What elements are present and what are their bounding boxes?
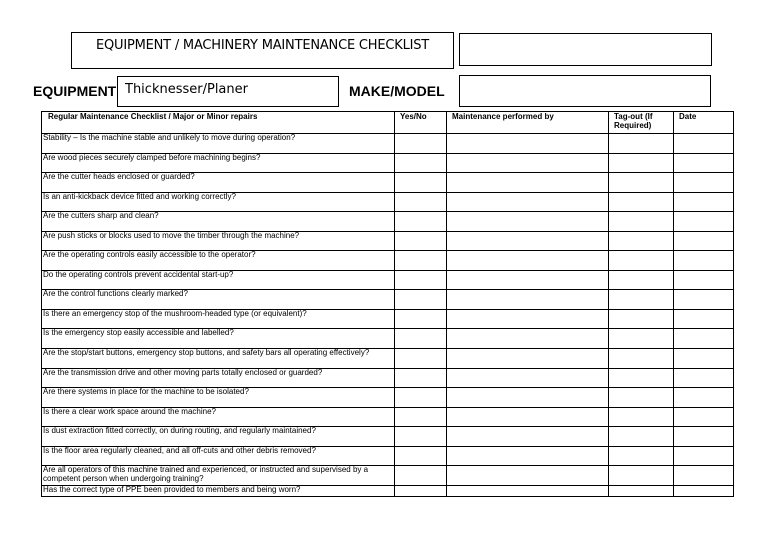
table-row: [42, 270, 734, 290]
tag-out-cell[interactable]: [609, 466, 674, 486]
checklist-question: Has the correct type of PPE been provided to members and being worn?: [42, 486, 395, 497]
yes-no-cell[interactable]: [395, 153, 447, 173]
tag-out-cell[interactable]: [609, 407, 674, 427]
tag-out-cell[interactable]: [609, 427, 674, 447]
date-cell[interactable]: [674, 329, 734, 349]
performed-by-cell[interactable]: [447, 153, 609, 173]
performed-by-cell[interactable]: [447, 134, 609, 154]
checklist-question: Are the stop/start buttons, emergency stop buttons, and safety bars all operating effectively?: [42, 348, 395, 368]
maintenance-checklist-table: [41, 111, 734, 497]
tag-out-cell[interactable]: [609, 173, 674, 193]
performed-by-cell[interactable]: [447, 251, 609, 271]
table-row: [42, 368, 734, 388]
column-header-performed-by: Maintenance performed by: [447, 112, 609, 134]
checklist-question: Is there an emergency stop of the mushroom-headed type (or equivalent)?: [42, 309, 395, 329]
performed-by-cell[interactable]: [447, 486, 609, 497]
tag-out-cell[interactable]: [609, 231, 674, 251]
performed-by-cell[interactable]: [447, 348, 609, 368]
table-row: [42, 134, 734, 154]
yes-no-cell[interactable]: [395, 427, 447, 447]
yes-no-cell[interactable]: [395, 270, 447, 290]
date-cell[interactable]: [674, 407, 734, 427]
checklist-question: Are all operators of this machine trained and experienced, or instructed and supervised by a competent person when undergoing training?: [42, 466, 395, 486]
table-row: [42, 388, 734, 408]
tag-out-cell[interactable]: [609, 212, 674, 232]
title-box: [71, 32, 454, 69]
table-row: [42, 407, 734, 427]
date-cell[interactable]: [674, 309, 734, 329]
tag-out-cell[interactable]: [609, 388, 674, 408]
yes-no-cell[interactable]: [395, 173, 447, 193]
checklist-question: Are the control functions clearly marked?: [42, 290, 395, 310]
tag-out-cell[interactable]: [609, 290, 674, 310]
performed-by-cell[interactable]: [447, 309, 609, 329]
column-header-date: Date: [674, 112, 734, 134]
date-cell[interactable]: [674, 231, 734, 251]
equipment-label: EQUIPMENT: [33, 83, 117, 99]
checklist-question: Is an anti-kickback device fitted and working correctly?: [42, 192, 395, 212]
performed-by-cell[interactable]: [447, 192, 609, 212]
date-cell[interactable]: [674, 192, 734, 212]
yes-no-cell[interactable]: [395, 466, 447, 486]
tag-out-cell[interactable]: [609, 348, 674, 368]
checklist-question: Is there a clear work space around the machine?: [42, 407, 395, 427]
title-side-box[interactable]: [459, 33, 712, 66]
tag-out-cell[interactable]: [609, 368, 674, 388]
column-header-tag-out: Tag-out (If Required): [609, 112, 674, 134]
table-row: [42, 329, 734, 349]
tag-out-cell[interactable]: [609, 329, 674, 349]
performed-by-cell[interactable]: [447, 173, 609, 193]
equipment-value: Thicknesser/Planer: [125, 82, 248, 97]
performed-by-cell[interactable]: [447, 446, 609, 466]
checklist-question: Is the emergency stop easily accessible and labelled?: [42, 329, 395, 349]
tag-out-cell[interactable]: [609, 270, 674, 290]
tag-out-cell[interactable]: [609, 251, 674, 271]
performed-by-cell[interactable]: [447, 427, 609, 447]
table-row: [42, 153, 734, 173]
tag-out-cell[interactable]: [609, 446, 674, 466]
yes-no-cell[interactable]: [395, 407, 447, 427]
tag-out-cell[interactable]: [609, 134, 674, 154]
performed-by-cell[interactable]: [447, 270, 609, 290]
make-model-label: MAKE/MODEL: [349, 83, 445, 99]
yes-no-cell[interactable]: [395, 212, 447, 232]
date-cell[interactable]: [674, 466, 734, 486]
yes-no-cell[interactable]: [395, 329, 447, 349]
checklist-question: Is dust extraction fitted correctly, on during routing, and regularly maintained?: [42, 427, 395, 447]
tag-out-cell[interactable]: [609, 153, 674, 173]
yes-no-cell[interactable]: [395, 251, 447, 271]
checklist-question: Is the floor area regularly cleaned, and all off-cuts and other debris removed?: [42, 446, 395, 466]
yes-no-cell[interactable]: [395, 388, 447, 408]
table-row: [42, 173, 734, 193]
date-cell[interactable]: [674, 134, 734, 154]
table-header-row: [42, 112, 734, 134]
equipment-field[interactable]: [117, 76, 339, 107]
date-cell[interactable]: [674, 348, 734, 368]
yes-no-cell[interactable]: [395, 368, 447, 388]
yes-no-cell[interactable]: [395, 348, 447, 368]
date-cell[interactable]: [674, 290, 734, 310]
yes-no-cell[interactable]: [395, 309, 447, 329]
yes-no-cell[interactable]: [395, 192, 447, 212]
yes-no-cell[interactable]: [395, 231, 447, 251]
date-cell[interactable]: [674, 212, 734, 232]
table-row: [42, 192, 734, 212]
checklist-question: Are the transmission drive and other moving parts totally enclosed or guarded?: [42, 368, 395, 388]
date-cell[interactable]: [674, 153, 734, 173]
date-cell[interactable]: [674, 446, 734, 466]
table-row: [42, 427, 734, 447]
table-row: [42, 348, 734, 368]
checklist-question: Are the operating controls easily accessible to the operator?: [42, 251, 395, 271]
table-row: [42, 251, 734, 271]
performed-by-cell[interactable]: [447, 290, 609, 310]
yes-no-cell[interactable]: [395, 290, 447, 310]
checklist-question: Are the cutters sharp and clean?: [42, 212, 395, 232]
page-title: EQUIPMENT / MACHINERY MAINTENANCE CHECKLIST: [95, 38, 430, 53]
table-row: [42, 446, 734, 466]
checklist-question: Stability – Is the machine stable and unlikely to move during operation?: [42, 134, 395, 154]
date-cell[interactable]: [674, 173, 734, 193]
tag-out-cell[interactable]: [609, 486, 674, 497]
column-header-yes-no: Yes/No: [395, 112, 447, 134]
date-cell[interactable]: [674, 427, 734, 447]
performed-by-cell[interactable]: [447, 212, 609, 232]
make-model-field[interactable]: [459, 75, 711, 107]
checklist-question: Are wood pieces securely clamped before machining begins?: [42, 153, 395, 173]
checklist-question: Are the cutter heads enclosed or guarded?: [42, 173, 395, 193]
yes-no-cell[interactable]: [395, 134, 447, 154]
performed-by-cell[interactable]: [447, 329, 609, 349]
table-row: [42, 466, 734, 486]
checklist-question: Do the operating controls prevent accidental start-up?: [42, 270, 395, 290]
performed-by-cell[interactable]: [447, 388, 609, 408]
yes-no-cell[interactable]: [395, 446, 447, 466]
performed-by-cell[interactable]: [447, 231, 609, 251]
column-header-checklist: Regular Maintenance Checklist / Major or Minor repairs: [42, 112, 395, 134]
performed-by-cell[interactable]: [447, 407, 609, 427]
date-cell[interactable]: [674, 368, 734, 388]
date-cell[interactable]: [674, 270, 734, 290]
tag-out-cell[interactable]: [609, 309, 674, 329]
checklist-question: Are there systems in place for the machine to be isolated?: [42, 388, 395, 408]
checklist-question: Are push sticks or blocks used to move the timber through the machine?: [42, 231, 395, 251]
date-cell[interactable]: [674, 486, 734, 497]
table-row: [42, 309, 734, 329]
tag-out-cell[interactable]: [609, 192, 674, 212]
yes-no-cell[interactable]: [395, 486, 447, 497]
date-cell[interactable]: [674, 251, 734, 271]
date-cell[interactable]: [674, 388, 734, 408]
table-row: [42, 290, 734, 310]
table-row: [42, 231, 734, 251]
performed-by-cell[interactable]: [447, 466, 609, 486]
table-row: [42, 212, 734, 232]
table-row: [42, 486, 734, 497]
performed-by-cell[interactable]: [447, 368, 609, 388]
